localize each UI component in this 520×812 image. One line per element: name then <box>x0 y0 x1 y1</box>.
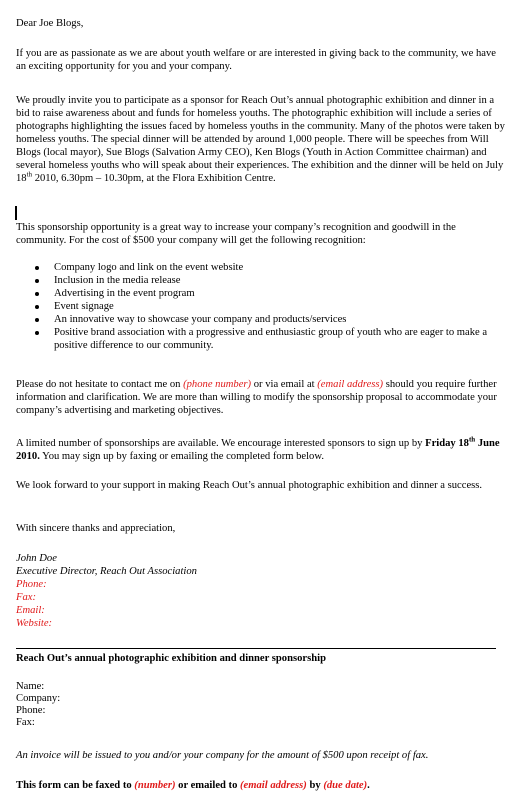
fax-email-placeholder: (email address) <box>240 780 307 791</box>
signer-website: Website: <box>16 618 53 629</box>
signer-name: John Doe <box>16 553 57 564</box>
invoice-note: An invoice will be issued to you and/or your company for the amount of $500 upon receipt of fax. <box>16 750 429 761</box>
invitation-text-end: 2010, 6.30pm – 10.30pm, at the Flora Exhibition Centre. <box>32 173 276 184</box>
contact-text-2: or via email at <box>251 379 318 390</box>
fax-text-4: . <box>367 780 370 791</box>
form-field-phone: Phone: <box>16 705 46 716</box>
deadline-text: A limited number of sponsorships are available. We encourage interested sponsors to sign up by <box>16 438 426 449</box>
contact-text-3: should you require further information and clarification. We are more than willing to modify the sponsorship proposal to accommodate your company’s advertising and marketing objectives. <box>16 379 497 416</box>
deadline-paragraph <box>16 437 506 463</box>
text-cursor <box>15 206 17 220</box>
signer-title: Executive Director, Reach Out Association <box>16 566 197 577</box>
list-item: An innovative way to showcase your company and products/services <box>16 313 496 326</box>
form-field-name: Name: <box>16 681 45 692</box>
due-date-placeholder: (due date) <box>323 780 368 791</box>
fax-text-3: by <box>306 780 324 791</box>
deadline-date: Friday 18 <box>425 438 469 449</box>
contact-paragraph <box>16 378 506 417</box>
signer-email: Email: <box>16 605 45 616</box>
invitation-text: We proudly invite you to participate as a sponsor for Reach Out’s annual photographic exhibition and dinner in a bid to raise awareness about and funds for homeless youths. The photographic exhibition will include a series of photographs highlighting the issues faced by homeless youths in the community. Many of the photos were taken by homeless youths. The special dinner will be attended by around 1,000 people. There will be speeches from Will Blogs (local mayor), Sue Blogs (Salvation Army CEO), Ken Blogs (Youth in Action Committee chairman) and several homeless youths who will speak about their experiences. The exhibition and the dinner will be held on July 18 <box>16 95 505 184</box>
greeting: Dear Joe Blogs, <box>16 18 84 29</box>
intro-paragraph: If you are as passionate as we are about youth welfare or are interested in giving back to the community, we have an exciting opportunity for you and your company. <box>16 48 496 72</box>
signer-phone: Phone: <box>16 579 47 590</box>
form-field-company: Company: <box>16 693 61 704</box>
look-forward-paragraph: We look forward to your support in making Reach Out’s annual photographic exhibition and dinner a success. <box>16 480 483 491</box>
fax-instructions <box>16 779 506 792</box>
list-item: Advertising in the event program <box>16 287 496 300</box>
form-divider <box>16 648 496 649</box>
invitation-date-suffix: th <box>26 170 33 179</box>
phone-placeholder: (phone number) <box>183 379 252 390</box>
contact-text: Please do not hesitate to contact me on <box>16 379 184 390</box>
invitation-paragraph <box>16 94 506 185</box>
deadline-date-end: June 2010. <box>16 438 500 462</box>
email-placeholder: (email address) <box>317 379 384 390</box>
signer-fax: Fax: <box>16 592 36 603</box>
opportunity-paragraph: This sponsorship opportunity is a great way to increase your company’s recognition and goodwill in the community. For the cost of $500 your company will get the following recognition: <box>16 222 456 246</box>
deadline-text-2: You may sign up by faxing or emailing the completed form below. <box>39 451 324 462</box>
benefits-list <box>16 261 496 352</box>
deadline-date-suffix: th <box>468 435 476 444</box>
fax-number-placeholder: (number) <box>134 780 176 791</box>
form-fields <box>16 681 60 729</box>
list-item: Positive brand association with a progressive and enthusiastic group of youth who are eager to make a positive difference to our community. <box>16 326 496 352</box>
signature-block <box>16 552 506 630</box>
form-field-fax: Fax: <box>16 717 35 728</box>
list-item: Inclusion in the media release <box>16 274 496 287</box>
closing-line: With sincere thanks and appreciation, <box>16 523 176 534</box>
form-title: Reach Out’s annual photographic exhibition and dinner sponsorship <box>16 653 326 664</box>
list-item: Company logo and link on the event website <box>16 261 496 274</box>
fax-text-2: or emailed to <box>175 780 241 791</box>
fax-text: This form can be faxed to <box>16 780 135 791</box>
list-item: Event signage <box>16 300 496 313</box>
